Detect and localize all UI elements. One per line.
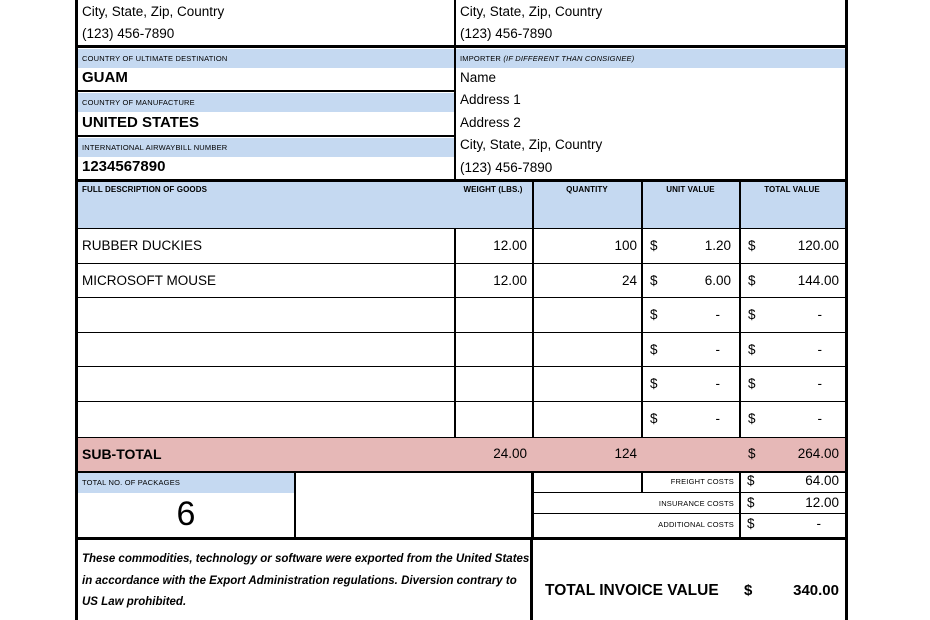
row-total-currency: $ xyxy=(748,376,756,392)
row-unit-currency: $ xyxy=(650,411,658,426)
destination-field-label: COUNTRY OF ULTIMATE DESTINATION xyxy=(78,49,454,68)
subtotal-value: 264.00 xyxy=(797,445,839,461)
row-unit-value: - xyxy=(715,376,720,392)
importer-address1: Address 1 xyxy=(460,92,521,107)
manufacture-field-label: COUNTRY OF MANUFACTURE xyxy=(78,93,454,112)
additional-costs-label: ADDITIONAL COSTS xyxy=(658,520,734,529)
importer-field-label xyxy=(456,49,845,68)
row-total-value: 144.00 xyxy=(797,272,839,288)
row-total-value: - xyxy=(817,376,822,392)
row-unit-value: - xyxy=(715,341,720,357)
header-weight: WEIGHT (LBS.) xyxy=(463,185,523,194)
row-total-currency: $ xyxy=(748,341,756,357)
packages-field-value: 6 xyxy=(176,495,196,533)
insurance-costs-value: 12.00 xyxy=(805,494,839,510)
total-invoice-value: 340.00 xyxy=(793,582,839,599)
row-total-value: - xyxy=(817,307,822,323)
subtotal-currency: $ xyxy=(748,445,756,461)
row-total-currency: $ xyxy=(748,238,756,253)
shipper-phone: (123) 456-7890 xyxy=(82,26,175,41)
table-row-empty xyxy=(78,402,845,437)
importer-address2: Address 2 xyxy=(460,114,521,130)
shipper-city-line: City, State, Zip, Country xyxy=(82,4,225,19)
header-description: FULL DESCRIPTION OF GOODS xyxy=(82,185,208,194)
table-row-empty xyxy=(78,333,845,368)
header-quantity: QUANTITY xyxy=(566,185,608,194)
freight-costs-value: 64.00 xyxy=(805,473,839,488)
subtotal-label: SUB-TOTAL xyxy=(82,445,162,462)
export-statement: These commodities, technology or software were exported from the United States in accordance with the Export Administration regulations. Diversion contrary to US Law prohibited. xyxy=(82,553,530,608)
row-weight: 12.00 xyxy=(493,272,527,288)
row-description: MICROSOFT MOUSE xyxy=(82,272,217,288)
total-invoice-currency: $ xyxy=(744,582,753,599)
goods-table-header-row xyxy=(78,182,845,229)
insurance-costs-currency: $ xyxy=(747,494,755,510)
importer-label-text: IMPORTER xyxy=(460,53,504,63)
row-quantity: 24 xyxy=(621,272,637,288)
freight-costs-row xyxy=(533,471,845,493)
row-total-value: 120.00 xyxy=(797,238,839,253)
importer-city-line: City, State, Zip, Country xyxy=(460,137,603,152)
manufacture-field-value: UNITED STATES xyxy=(82,113,199,131)
packages-field-label: TOTAL NO. OF PACKAGES xyxy=(78,473,294,493)
insurance-costs-label: INSURANCE COSTS xyxy=(658,498,734,508)
row-unit-value: 1.20 xyxy=(704,238,731,253)
total-invoice-label: TOTAL INVOICE VALUE xyxy=(545,582,719,599)
row-total-value: - xyxy=(817,341,822,357)
row-total-currency: $ xyxy=(748,411,756,426)
row-unit-currency: $ xyxy=(650,376,658,392)
row-unit-value: 6.00 xyxy=(704,272,731,288)
destination-field-value: GUAM xyxy=(82,69,128,86)
divider-under-destination xyxy=(75,90,456,93)
additional-costs-row xyxy=(533,514,845,536)
table-row-empty xyxy=(78,367,845,402)
row-unit-currency: $ xyxy=(650,238,658,253)
row-weight: 12.00 xyxy=(493,238,527,253)
table-row xyxy=(78,229,845,264)
form-right-border xyxy=(845,0,848,620)
divider-packages-cell xyxy=(294,473,296,537)
subtotal-weight: 24.00 xyxy=(493,445,527,461)
row-unit-value: - xyxy=(715,307,720,323)
consignee-city-line: City, State, Zip, Country xyxy=(460,4,603,19)
airwaybill-field-value: 1234567890 xyxy=(82,158,166,175)
consignee-phone: (123) 456-7890 xyxy=(460,26,553,41)
additional-costs-value: - xyxy=(816,516,821,531)
importer-label-note: (IF DIFFERENT THAN CONSIGNEE) xyxy=(503,53,635,63)
row-unit-currency: $ xyxy=(650,341,658,357)
subtotal-quantity: 124 xyxy=(614,445,637,461)
airwaybill-field-label: INTERNATIONAL AIRWAYBILL NUMBER xyxy=(78,138,454,157)
row-unit-value: - xyxy=(715,411,720,426)
importer-name: Name xyxy=(460,69,497,85)
row-unit-currency: $ xyxy=(650,272,658,288)
insurance-costs-row xyxy=(533,493,845,515)
row-total-currency: $ xyxy=(748,272,756,288)
row-quantity: 100 xyxy=(614,238,637,253)
header-total-value: TOTAL VALUE xyxy=(764,185,820,194)
row-total-value: - xyxy=(817,411,822,426)
freight-costs-currency: $ xyxy=(747,473,755,488)
row-unit-currency: $ xyxy=(650,307,658,323)
additional-costs-currency: $ xyxy=(747,516,755,531)
row-total-currency: $ xyxy=(748,307,756,323)
subtotal-row xyxy=(78,437,845,471)
freight-costs-label: FREIGHT COSTS xyxy=(670,477,734,486)
divider-under-phone xyxy=(75,45,848,48)
table-row-empty xyxy=(78,298,845,333)
header-unit-value: UNIT VALUE xyxy=(666,185,715,194)
importer-phone: (123) 456-7890 xyxy=(460,159,553,175)
row-description: RUBBER DUCKIES xyxy=(82,238,203,253)
footer-box-top-border xyxy=(75,537,848,541)
table-row xyxy=(78,264,845,299)
